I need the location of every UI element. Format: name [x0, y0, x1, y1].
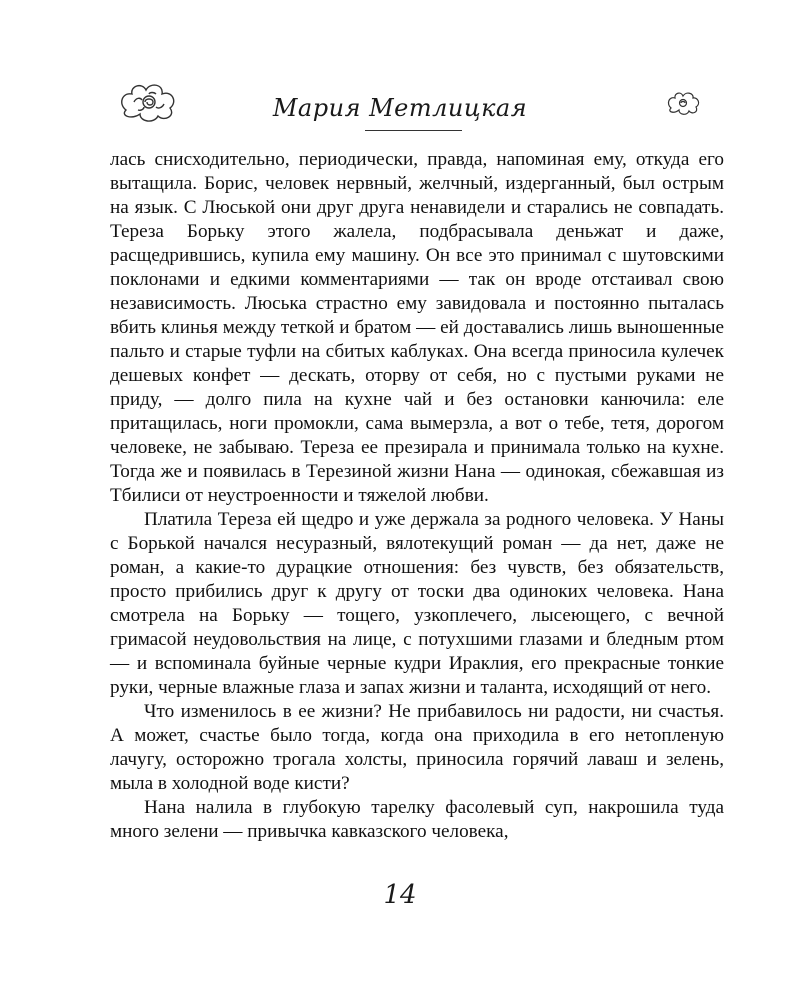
- paragraph-1: лась снисходительно, периодически, правда, напоминая ему, откуда его вытащила. Борис, человек нервный, желчный, издерганный, был острым на язык. С Люськой они друг друга ненавидели и старались не совпадать. Тереза Борьку этого жалела, подбрасывала деньжат и даже, расщедрившись, купила ему машину. Он все это принимал с шутовскими поклонами и едкими комментариями — так он вроде отстаивал свою независимость. Люська страстно ему завидовала и постоянно пыталась вбить клинья между теткой и братом — ей доставались лишь выношенные пальто и старые туфли на сбитых каблуках. Она всегда приносила кулечек дешевых конфет — дескать, оторву от себя, но с пустыми руками не приду, — долго пила на кухне чай и без остановки канючила: еле притащилась, ноги промокли, сама вымерзла, а вот о тебе, тетя, дорогом человеке, не забываю. Тереза ее презирала и принимала только на кухне. Тогда же и появилась в Терезиной жизни Нана — одинокая, сбежавшая из Тбилиси от неустроенности и тяжелой любви.: [110, 149, 724, 506]
- page-number: 14: [383, 880, 417, 910]
- running-header: [0, 88, 800, 138]
- paragraph-2: Платила Тереза ей щедро и уже держала за родного человека. У Наны с Борькой начался несуразный, вялотекущий роман — да нет, даже не роман, а какие-то дурацкие отношения: без чувств, без обязательств, просто прибились друг к другу от тоски два одиноких человека. Нана смотрела на Борьку — тощего, узкоплечего, лысеющего, с вечной гримасой неудовольствия на лице, с потухшими глазами и бледным ртом — и вспоминала буйные черные кудри Ираклия, его прекрасные тонкие руки, черные влажные глаза и запах жизни и таланта, исходящий от него.: [110, 509, 724, 698]
- author-name: Мария Метлицкая: [272, 94, 528, 122]
- rose-ornament-icon: [665, 90, 701, 116]
- page-body: [110, 148, 724, 844]
- paragraph-3: Что изменилось в ее жизни? Не прибавилось ни радости, ни счастья. А может, счастье было тогда, когда она приходила в его нетопленую лачугу, осторожно трогала холсты, приносила горячий лаваш и зелень, мыла в холодной воде кисти?: [110, 701, 724, 794]
- paragraph-4: Нана налила в глубокую тарелку фасолевый суп, накрошила туда много зелени — привычка кавказского человека,: [110, 797, 724, 842]
- header-rule: [365, 130, 462, 131]
